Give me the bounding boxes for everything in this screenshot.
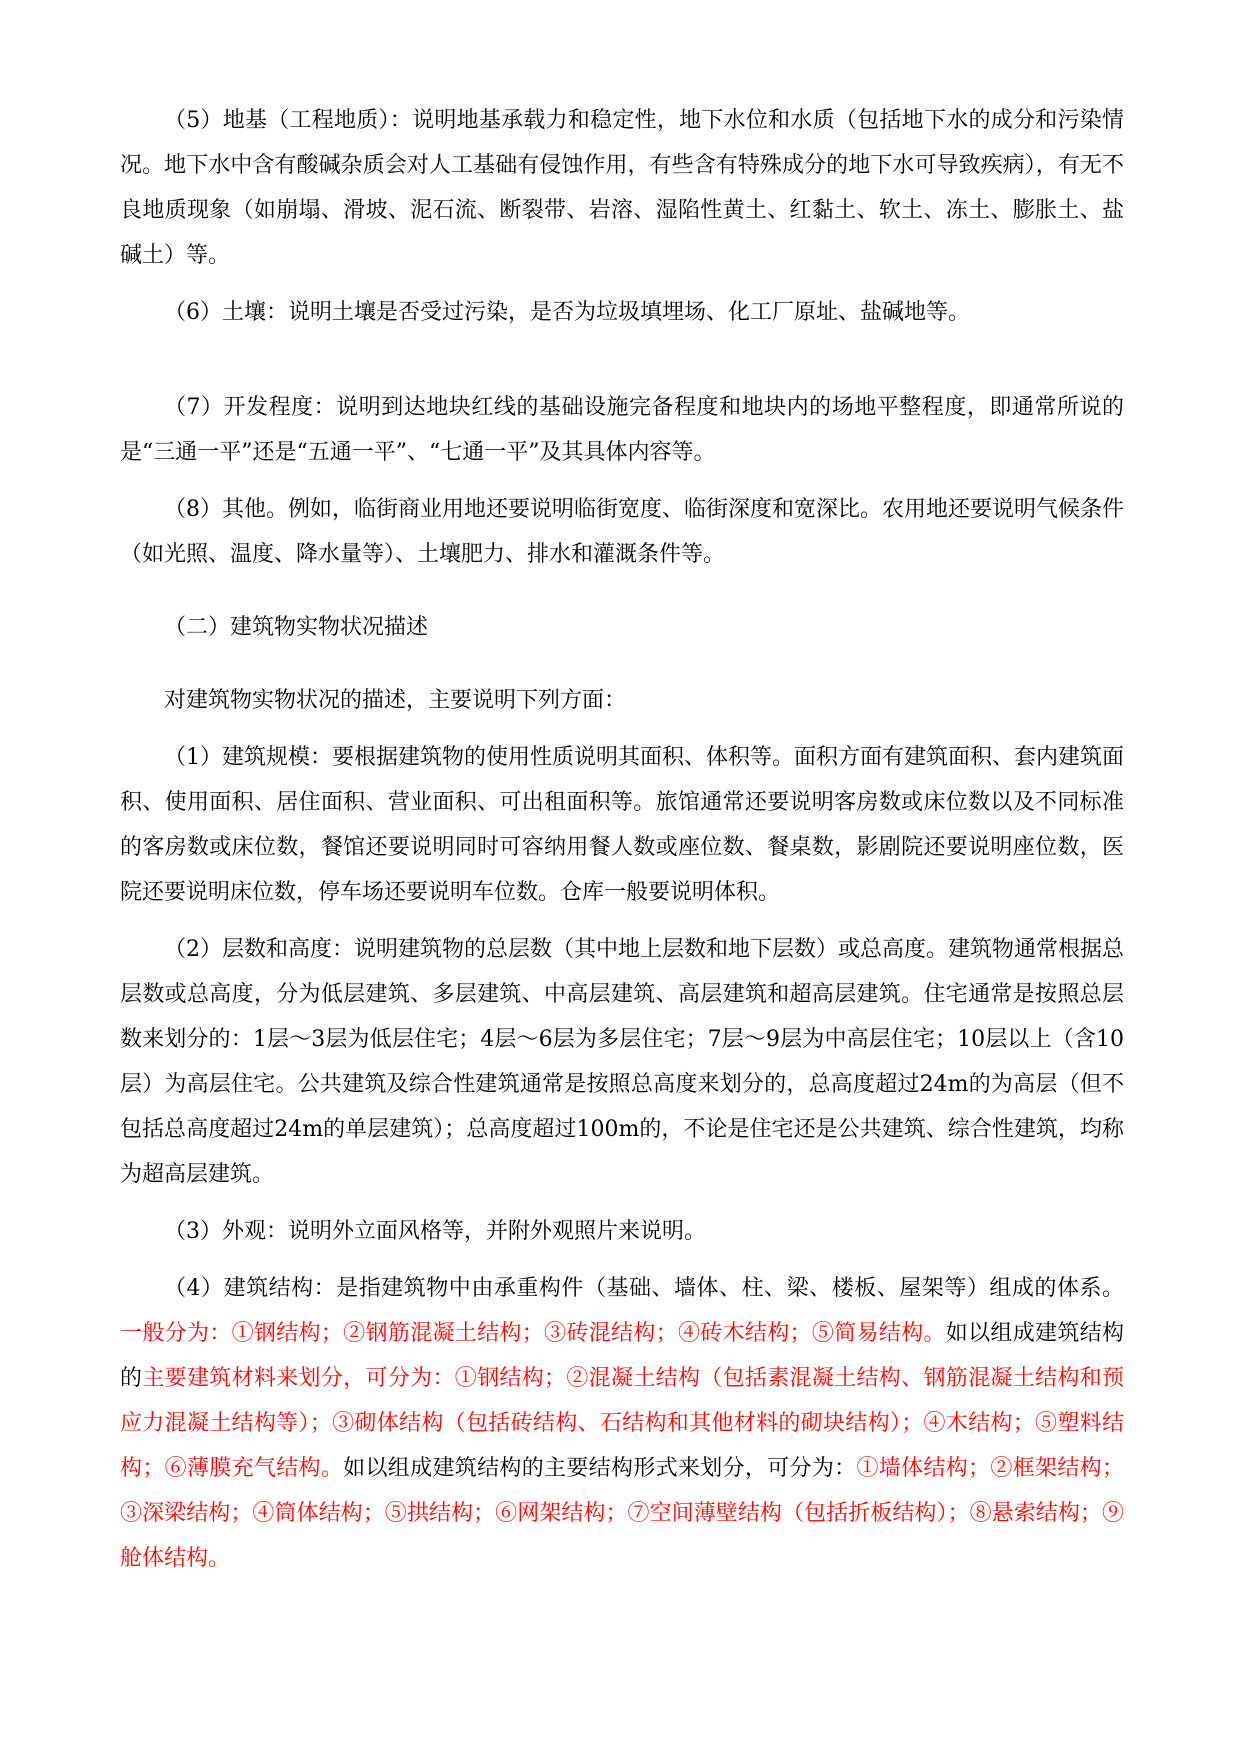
paragraph-appearance: （3）外观：说明外立面风格等，并附外观照片来说明。	[164, 1219, 706, 1244]
structure-general-classification: 一般分为：①钢结构；②钢筋混凝土结构；③砖混结构；④砖木结构；⑤简易结构。	[120, 1321, 946, 1346]
paragraph-building-structure	[120, 1266, 1124, 1581]
structure-form-intro: 如以组成建筑结构的主要结构形式来划分，可分为：	[343, 1456, 857, 1481]
document-body	[120, 98, 1124, 1593]
paragraph-other: （8）其他。例如，临街商业用地还要说明临街宽度、临街深度和宽深比。农用地还要说明气候条件（如光照、温度、降水量等）、土壤肥力、排水和灌溉条件等。	[120, 497, 1125, 567]
structure-form-classification: ①墙体结构；②框架结构；③深梁结构；④筒体结构；⑤拱结构；⑥网架结构；⑦空间薄壁结构（包括折板结构）；⑧悬索结构；⑨舱体结构。	[120, 1456, 1124, 1571]
structure-material-classification: 主要建筑材料来划分，可分为：①钢结构；②混凝土结构（包括素混凝土结构、钢筋混凝土结构和预应力混凝土结构等）；③砌体结构（包括砖结构、石结构和其他材料的砌块结构）；④木结构；⑤塑料结构；⑥薄膜充气结构。	[120, 1366, 1124, 1481]
paragraph-development-level: （7）开发程度：说明到达地块红线的基础设施完备程度和地块内的场地平整程度，即通常所说的是“三通一平”还是“五通一平”、“七通一平”及其具体内容等。	[120, 395, 1124, 465]
structure-definition: （4）建筑结构：是指建筑物中由承重构件（基础、墙体、柱、梁、楼板、屋架等）组成的体系。	[164, 1276, 1124, 1301]
structure-material-intro: 如以组成建筑结构的	[120, 1321, 1124, 1391]
paragraph-building-scale: （1）建筑规模：要根据建筑物的使用性质说明其面积、体积等。面积方面有建筑面积、套内建筑面积、使用面积、居住面积、营业面积、可出租面积等。旅馆通常还要说明客房数或床位数以及不同标准的客房数或床位数，餐馆还要说明同时可容纳用餐人数或座位数、餐桌数，影剧院还要说明座位数，医院还要说明床位数，停车场还要说明车位数。仓库一般要说明体积。	[120, 745, 1125, 905]
section-heading-building: （二）建筑物实物状况描述	[164, 615, 429, 640]
paragraph-foundation: （5）地基（工程地质）：说明地基承载力和稳定性，地下水位和水质（包括地下水的成分和污染情况。地下水中含有酸碱杂质会对人工基础有侵蚀作用，有些含有特殊成分的地下水可导致疾病），有无不良地质现象（如崩塌、滑坡、泥石流、断裂带、岩溶、湿陷性黄土、红黏土、软土、冻土、膨胀土、盐碱土）等。	[120, 108, 1124, 268]
paragraph-soil: （6）土壤：说明土壤是否受过污染，是否为垃圾填埋场、化工厂原址、盐碱地等。	[164, 300, 970, 325]
paragraph-floors-height: （2）层数和高度：说明建筑物的总层数（其中地上层数和地下层数）或总高度。建筑物通常根据总层数或总高度，分为低层建筑、多层建筑、中高层建筑、高层建筑和超高层建筑。住宅通常是按照总层数来划分的：1层～3层为低层住宅；4层～6层为多层住宅；7层～9层为中高层住宅；10层以上（含10层）为高层住宅。公共建筑及综合性建筑通常是按照总高度来划分的，总高度超过24m的为高层（但不包括总高度超过24m的单层建筑）；总高度超过100m的，不论是住宅还是公共建筑、综合性建筑，均称为超高层建筑。	[120, 937, 1125, 1187]
paragraph-building-intro: 对建筑物实物状况的描述，主要说明下列方面：	[164, 688, 627, 713]
